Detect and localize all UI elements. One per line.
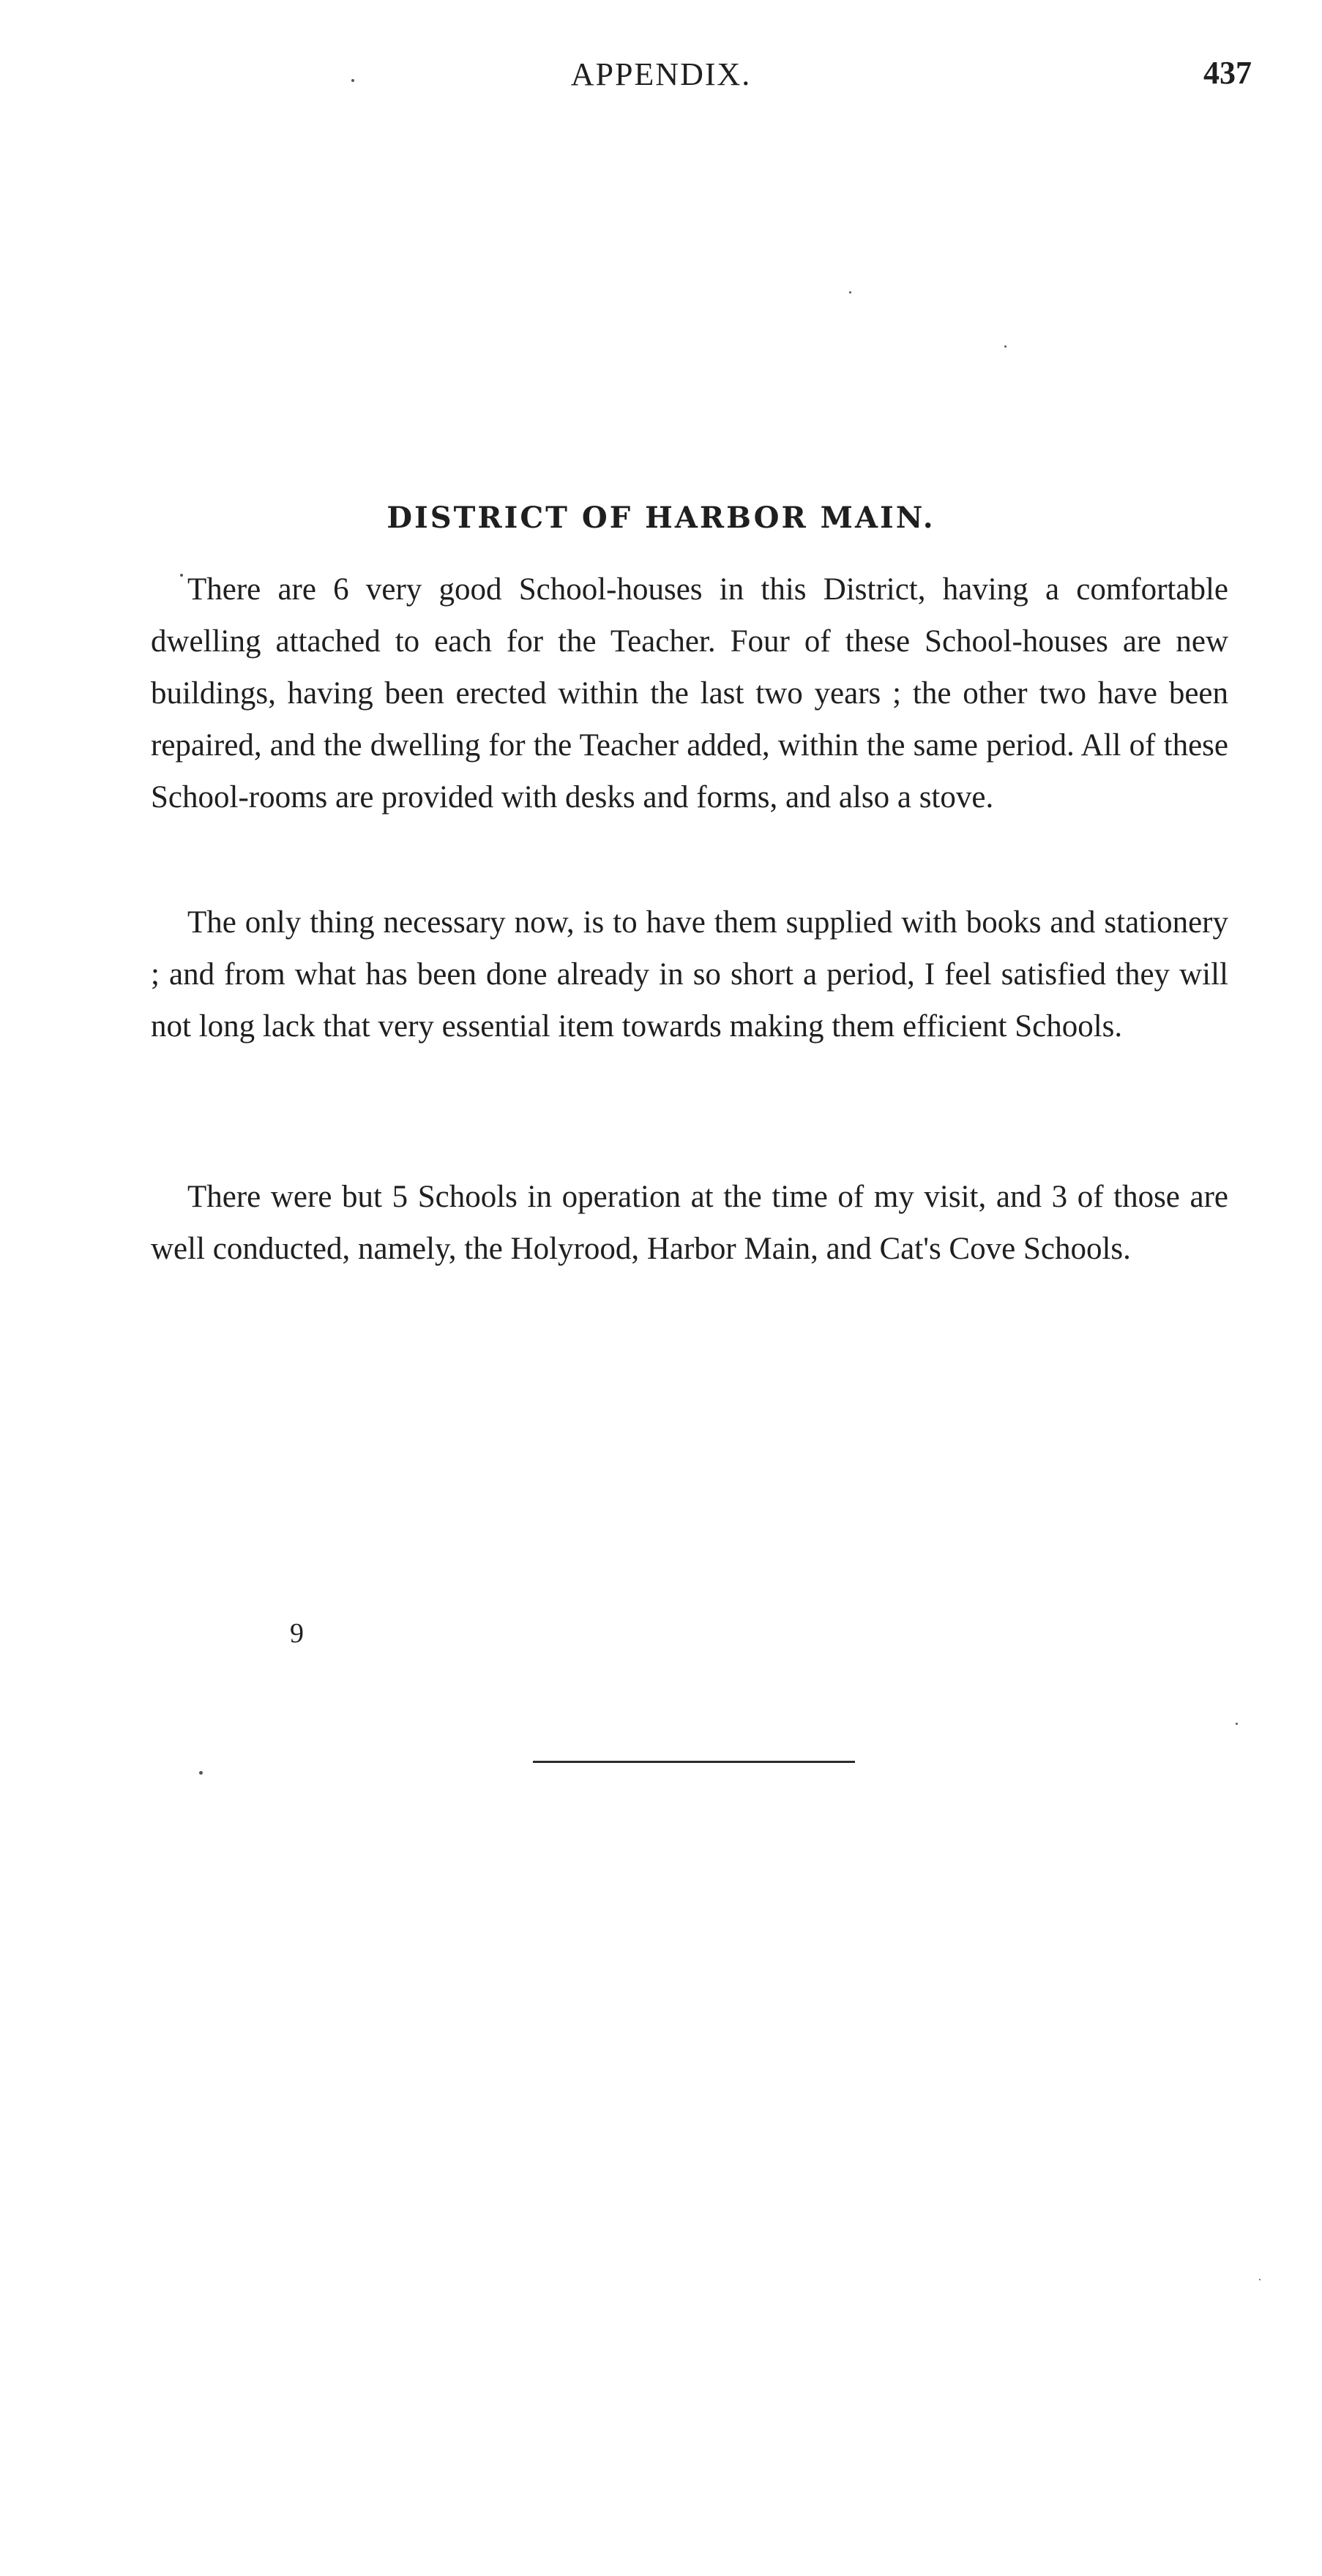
scan-speck [849,291,851,293]
scan-speck [1236,1723,1238,1725]
scan-speck [351,79,354,82]
page-number: 437 [1203,55,1252,91]
paragraph-books-stationery: The only thing necessary now, is to have them supplied with books and stationery ; and from what has been done already in so short a period, I feel satisfied they will not long lack that very essential item towards making them efficient Schools. [151,905,1228,1044]
signature-mark: 9 [290,1618,304,1649]
section-heading: DISTRICT OF HARBOR MAIN. [386,501,936,535]
paragraph-school-houses: There are 6 very good School-houses in this District, having a comfortable dwelling attached to each for the Teacher. Four of these School-houses are new buildings, having been erected within the last two years ; the other two have been repaired, and the dwelling for the Teacher added, within the same period. All of these School-rooms are provided with desks and forms, and also a stove. [151,572,1228,815]
scan-speck [1259,2279,1261,2280]
paragraph-schools-in-operation: There were but 5 Schools in operation at the time of my visit, and 3 of those are well conducted, namely, the Holyrood, Harbor Main, and Cat's Cove Schools. [151,1180,1228,1266]
scan-speck [1004,345,1007,348]
scan-speck [199,1771,203,1775]
running-header-title: APPENDIX. [570,56,752,92]
closing-rule [533,1761,855,1763]
scan-speck [180,574,183,577]
